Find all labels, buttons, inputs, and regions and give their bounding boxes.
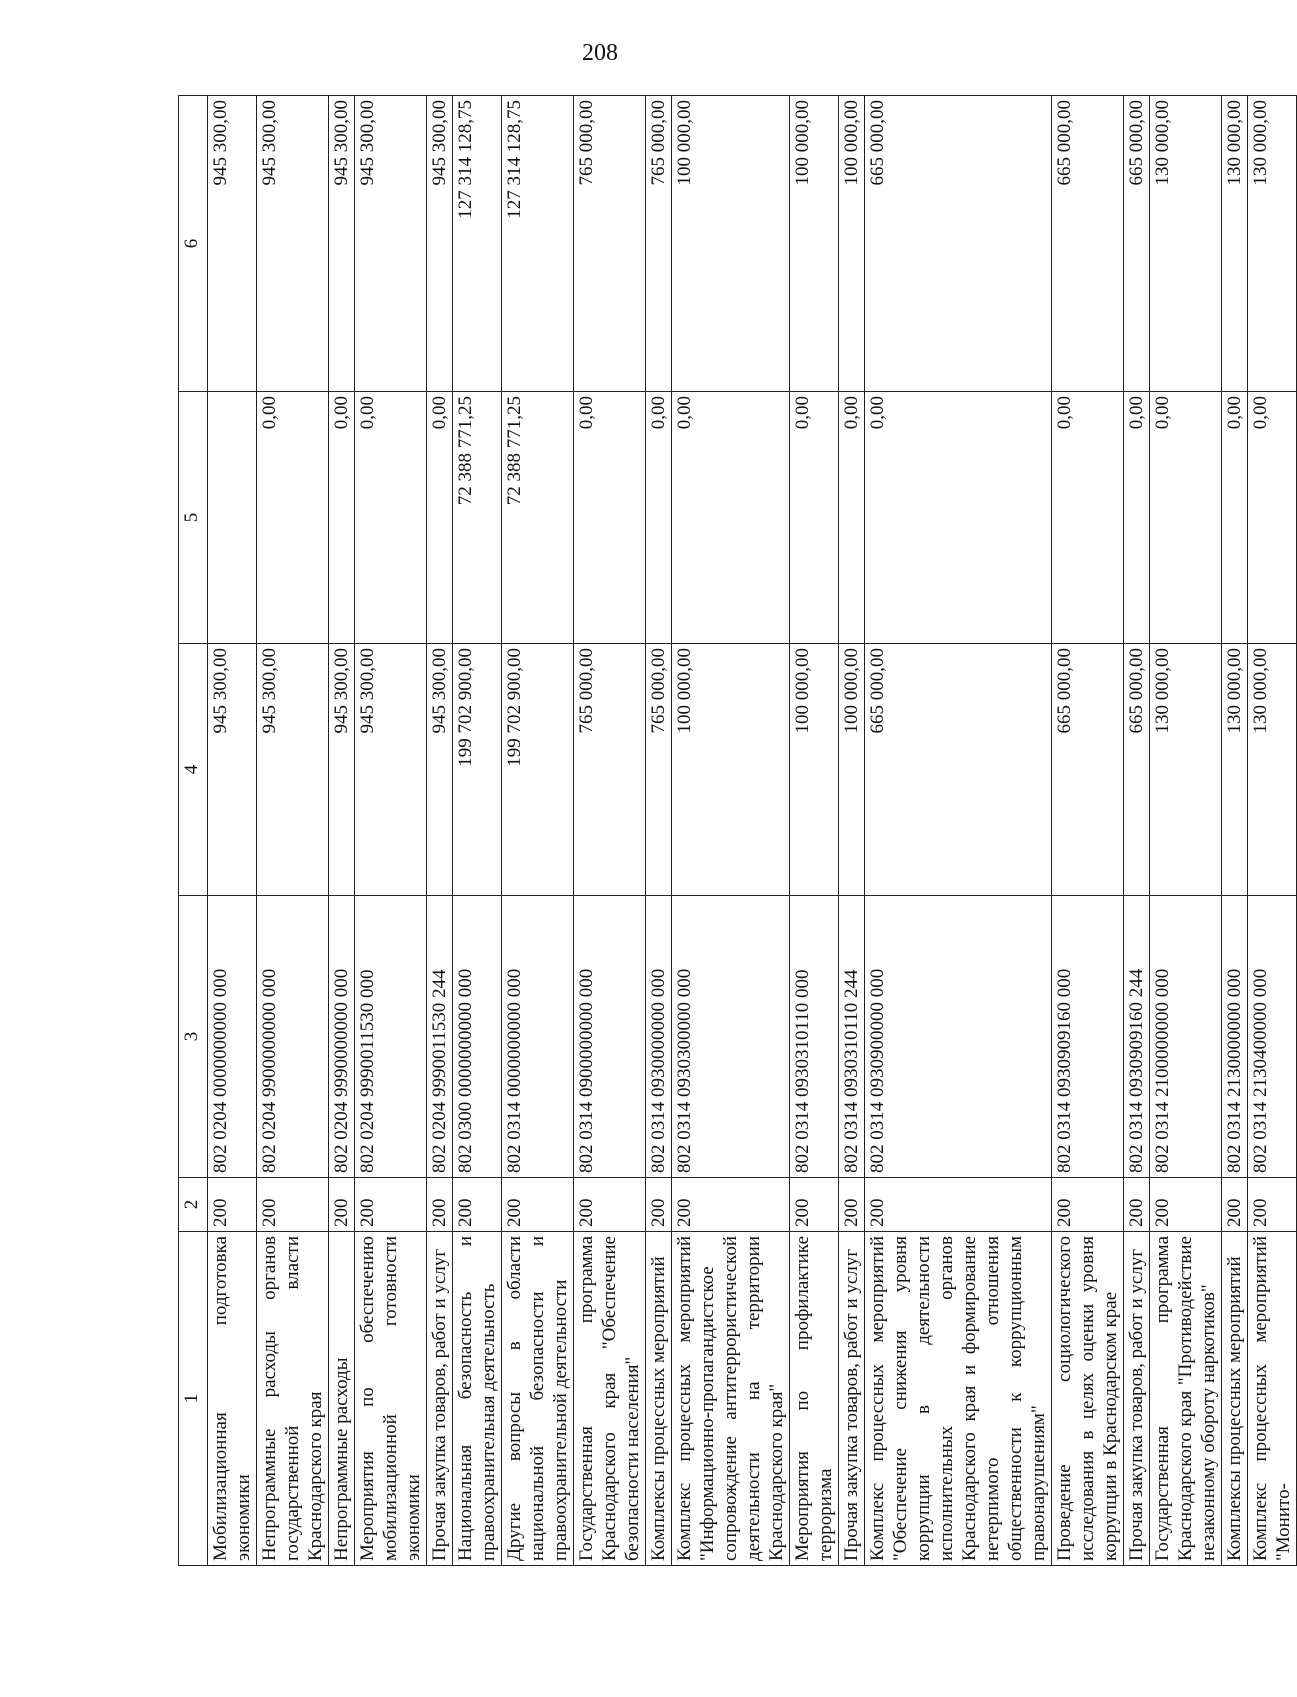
row-name: Мобилизационная подготовка экономики: [208, 1232, 257, 1566]
row-classification: 802 0314 2100000000 000: [1150, 896, 1222, 1178]
row-value-col6: 127 314 128,75: [453, 96, 502, 392]
page-number: 208: [582, 40, 618, 66]
row-classification: 802 0314 0930000000 000: [646, 896, 672, 1178]
row-classification: 802 0314 0930900000 000: [865, 896, 1052, 1178]
row-code: 200: [257, 1178, 329, 1232]
row-value-col4: 665 000,00: [1052, 644, 1124, 896]
row-classification: 802 0314 0930310110 000: [790, 896, 839, 1178]
row-classification: 802 0314 0930909160 000: [1052, 896, 1124, 1178]
row-value-col5: 0,00: [1248, 392, 1297, 644]
row-name: Мероприятия по обеспечению мобилизационной готовности экономики: [355, 1232, 427, 1566]
row-code: 200: [329, 1178, 355, 1232]
column-header-5: 5: [179, 392, 208, 644]
row-value-col5: [208, 392, 257, 644]
row-value-col6: 765 000,00: [646, 96, 672, 392]
row-value-col5: 0,00: [257, 392, 329, 644]
row-value-col5: 72 388 771,25: [453, 392, 502, 644]
row-value-col6: 945 300,00: [329, 96, 355, 392]
table-row: [427, 96, 453, 1566]
row-value-col4: 945 300,00: [329, 644, 355, 896]
row-value-col4: 665 000,00: [1124, 644, 1150, 896]
row-classification: 802 0300 0000000000 000: [453, 896, 502, 1178]
row-classification: 802 0314 0900000000 000: [574, 896, 646, 1178]
table-row: [839, 96, 865, 1566]
table-row: [646, 96, 672, 1566]
row-name: Непрограммные расходы органов государственной власти Краснодарского края: [257, 1232, 329, 1566]
row-value-col4: 199 702 900,00: [453, 644, 502, 896]
row-value-col5: 0,00: [1052, 392, 1124, 644]
row-code: 200: [790, 1178, 839, 1232]
row-value-col4: 100 000,00: [839, 644, 865, 896]
table-row: [865, 96, 1052, 1566]
row-value-col6: 945 300,00: [208, 96, 257, 392]
row-value-col5: 0,00: [427, 392, 453, 644]
row-value-col5: 0,00: [1124, 392, 1150, 644]
row-value-col5: 0,00: [355, 392, 427, 644]
row-name: Прочая закупка товаров, работ и услуг: [839, 1232, 865, 1566]
row-value-col5: 0,00: [646, 392, 672, 644]
row-value-col6: 130 000,00: [1222, 96, 1248, 392]
row-code: 200: [1248, 1178, 1297, 1232]
row-value-col5: 0,00: [1222, 392, 1248, 644]
row-value-col5: 0,00: [672, 392, 790, 644]
row-name: Комплекс процессных мероприятий "Обеспечение снижения уровня коррупции в деятельности исполнительных органов Краснодарского края и формирование нетерпимого отношения общественности к коррупционным правонарушениям": [865, 1232, 1052, 1566]
row-code: 200: [646, 1178, 672, 1232]
row-value-col4: 945 300,00: [427, 644, 453, 896]
table-row: [453, 96, 502, 1566]
row-code: 200: [865, 1178, 1052, 1232]
row-value-col4: 100 000,00: [672, 644, 790, 896]
row-value-col4: 765 000,00: [574, 644, 646, 896]
row-value-col6: 945 300,00: [427, 96, 453, 392]
row-name: Государственная программа Краснодарского края "Противодействие незаконному обороту наркотиков": [1150, 1232, 1222, 1566]
table-row: [1052, 96, 1124, 1566]
row-value-col6: 945 300,00: [355, 96, 427, 392]
row-code: 200: [502, 1178, 574, 1232]
row-name: Прочая закупка товаров, работ и услуг: [427, 1232, 453, 1566]
rotated-table-container: [178, 96, 1294, 1566]
row-value-col6: 765 000,00: [574, 96, 646, 392]
row-value-col5: 0,00: [839, 392, 865, 644]
row-classification: 802 0204 0000000000 000: [208, 896, 257, 1178]
row-value-col6: 100 000,00: [790, 96, 839, 392]
row-value-col4: 765 000,00: [646, 644, 672, 896]
row-classification: 802 0204 9990000000 000: [329, 896, 355, 1178]
row-name: Комплекс процессных мероприятий "Информационно-пропагандистское сопровождение антитеррористической деятельности на территории Краснодарского края": [672, 1232, 790, 1566]
row-value-col5: 0,00: [790, 392, 839, 644]
row-name: Комплексы процессных мероприятий: [646, 1232, 672, 1566]
budget-table: [178, 95, 1297, 1566]
table-row: [1124, 96, 1150, 1566]
row-code: 200: [672, 1178, 790, 1232]
row-value-col4: 130 000,00: [1248, 644, 1297, 896]
row-name: Комплекс процессных мероприятий "Монито-: [1248, 1232, 1297, 1566]
row-code: 200: [208, 1178, 257, 1232]
row-value-col6: 130 000,00: [1248, 96, 1297, 392]
row-value-col6: 100 000,00: [672, 96, 790, 392]
row-value-col6: 130 000,00: [1150, 96, 1222, 392]
row-code: 200: [839, 1178, 865, 1232]
row-value-col5: 72 388 771,25: [502, 392, 574, 644]
row-value-col4: 945 300,00: [208, 644, 257, 896]
table-row: [329, 96, 355, 1566]
table-row: [1248, 96, 1297, 1566]
row-classification: 802 0314 0000000000 000: [502, 896, 574, 1178]
row-value-col6: 100 000,00: [839, 96, 865, 392]
row-code: 200: [1124, 1178, 1150, 1232]
row-name: Мероприятия по профилактике терроризма: [790, 1232, 839, 1566]
row-name: Национальная безопасность и правоохранительная деятельность: [453, 1232, 502, 1566]
table-row: [574, 96, 646, 1566]
row-value-col6: 665 000,00: [1124, 96, 1150, 392]
row-value-col4: 130 000,00: [1150, 644, 1222, 896]
row-classification: 802 0204 9900000000 000: [257, 896, 329, 1178]
column-header-6: 6: [179, 96, 208, 392]
row-code: 200: [355, 1178, 427, 1232]
row-code: 200: [1150, 1178, 1222, 1232]
row-classification: 802 0314 2130000000 000: [1222, 896, 1248, 1178]
row-name: Проведение социологического исследования в целях оценки уровня коррупции в Краснодарском крае: [1052, 1232, 1124, 1566]
row-value-col6: 127 314 128,75: [502, 96, 574, 392]
row-name: Прочая закупка товаров, работ и услуг: [1124, 1232, 1150, 1566]
row-value-col5: 0,00: [574, 392, 646, 644]
row-value-col6: 665 000,00: [1052, 96, 1124, 392]
row-classification: 802 0314 0930300000 000: [672, 896, 790, 1178]
row-name: Комплексы процессных мероприятий: [1222, 1232, 1248, 1566]
row-name: Непрограммные расходы: [329, 1232, 355, 1566]
row-name: Другие вопросы в области национальной безопасности и правоохранительной деятельности: [502, 1232, 574, 1566]
table-row: [790, 96, 839, 1566]
row-value-col4: 945 300,00: [257, 644, 329, 896]
table-row: [355, 96, 427, 1566]
table-row: [502, 96, 574, 1566]
row-code: 200: [1052, 1178, 1124, 1232]
row-code: 200: [574, 1178, 646, 1232]
table-row: [208, 96, 257, 1566]
row-value-col4: 199 702 900,00: [502, 644, 574, 896]
row-value-col4: 665 000,00: [865, 644, 1052, 896]
table-row: [1150, 96, 1222, 1566]
row-name: Государственная программа Краснодарского края "Обеспечение безопасности населения": [574, 1232, 646, 1566]
column-header-1: 1: [179, 1232, 208, 1566]
row-value-col5: 0,00: [329, 392, 355, 644]
row-classification: 802 0314 2130400000 000: [1248, 896, 1297, 1178]
table-row: [672, 96, 790, 1566]
table-body: [208, 96, 1297, 1566]
row-value-col5: 0,00: [865, 392, 1052, 644]
row-value-col4: 100 000,00: [790, 644, 839, 896]
row-code: 200: [1222, 1178, 1248, 1232]
row-classification: 802 0314 0930909160 244: [1124, 896, 1150, 1178]
table-row: [1222, 96, 1248, 1566]
row-value-col5: 0,00: [1150, 392, 1222, 644]
column-header-2: 2: [179, 1178, 208, 1232]
column-header-4: 4: [179, 644, 208, 896]
row-classification: 802 0314 0930310110 244: [839, 896, 865, 1178]
row-value-col6: 665 000,00: [865, 96, 1052, 392]
row-code: 200: [453, 1178, 502, 1232]
row-classification: 802 0204 9990011530 244: [427, 896, 453, 1178]
header-row: [179, 96, 208, 1566]
row-value-col6: 945 300,00: [257, 96, 329, 392]
table-row: [257, 96, 329, 1566]
row-value-col4: 945 300,00: [355, 644, 427, 896]
column-header-3: 3: [179, 896, 208, 1178]
row-classification: 802 0204 9990011530 000: [355, 896, 427, 1178]
row-value-col4: 130 000,00: [1222, 644, 1248, 896]
row-code: 200: [427, 1178, 453, 1232]
